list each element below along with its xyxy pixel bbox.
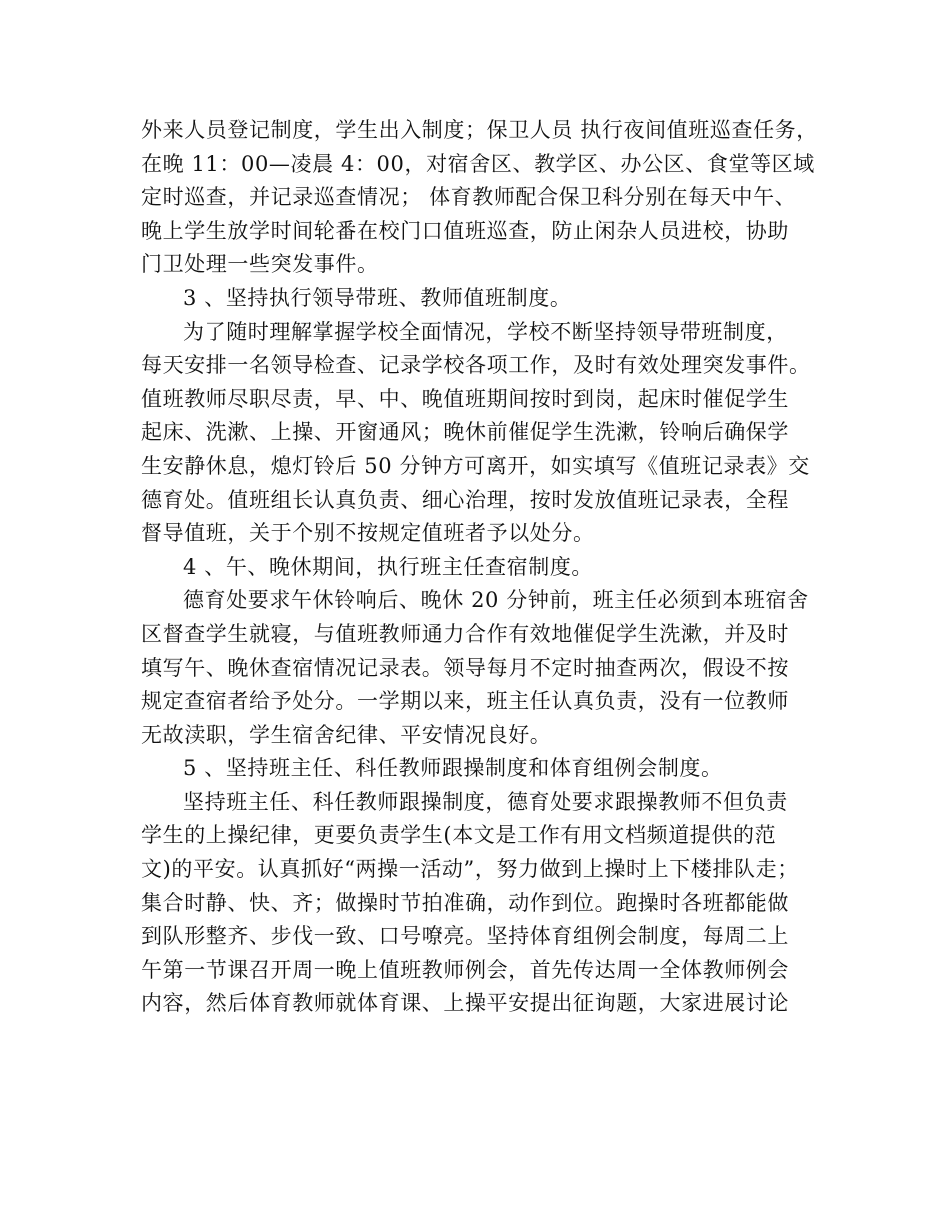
text-line: 4 、午、晚休期间，执行班主任查宿制度。 — [183, 554, 594, 579]
text-line: 外来人员登记制度，学生出入制度；保卫人员 执行夜间值班巡查任务， — [141, 118, 818, 142]
text-line: 督导值班，关于个别不按规定值班者予以处分。 — [141, 521, 595, 546]
text-line: 学生的上操纪律，更要负责学生(本文是工作有用文档频道提供的范 — [141, 823, 777, 848]
text-line: 值班教师尽职尽责，早、中、晚值班期间按时到岗，起床时催促学生 — [141, 386, 789, 411]
text-line: 门卫处理一些突发事件。 — [141, 252, 379, 277]
text-line: 内容，然后体育教师就体育课、上操平安提出征询题，大家进展讨论 — [141, 991, 789, 1016]
text-line: 德育处。值班组长认真负责、细心治理，按时发放值班记录表，全程 — [141, 487, 789, 512]
body-text — [141, 114, 821, 1021]
text-line: 3 、坚持执行领导带班、教师值班制度。 — [183, 285, 572, 310]
text-line: 为了随时理解掌握学校全面情况，学校不断坚持领导带班制度， — [183, 319, 788, 344]
text-line: 德育处要求午休铃响后、晚休 20 分钟前，班主任必须到本班宿舍 — [183, 588, 809, 613]
text-line: 晚上学生放学时间轮番在校门口值班巡查，防止闲杂人员进校，协助 — [141, 218, 789, 243]
text-line: 起床、洗漱、上操、开窗通风；晚休前催促学生洗漱，铃响后确保学 — [141, 420, 789, 445]
text-line: 无故渎职，学生宿舍纪律、平安情况良好。 — [141, 722, 552, 747]
text-line: 定时巡查，并记录巡查情况； 体育教师配合保卫科分别在每天中午、 — [141, 185, 797, 210]
text-line: 区督查学生就寝，与值班教师通力合作有效地催促学生洗漱，并及时 — [141, 621, 789, 646]
text-line: 午第一节课召开周一晚上值班教师例会，首先传达周一全体教师例会 — [141, 957, 789, 982]
text-line: 在晚 11：00—凌晨 4：00，对宿舍区、教学区、办公区、食堂等区域 — [141, 151, 815, 176]
text-line: 生安静休息，熄灯铃后 50 分钟方可离开，如实填写《值班记录表》交 — [141, 453, 810, 478]
text-line: 坚持班主任、科任教师跟操制度，德育处要求跟操教师不但负责 — [183, 789, 788, 814]
text-line: 文)的平安。认真抓好“两操一活动”，努力做到上操时上下楼排队走； — [141, 857, 799, 882]
text-line: 到队形整齐、步伐一致、口号嘹亮。坚持体育组例会制度，每周二上 — [141, 924, 789, 949]
text-line: 5 、坚持班主任、科任教师跟操制度和体育组例会制度。 — [183, 756, 723, 781]
text-line: 集合时静、快、齐；做操时节拍准确，动作到位。跑操时各班都能做 — [141, 890, 789, 915]
text-line: 规定查宿者给予处分。一学期以来，班主任认真负责，没有一位教师 — [141, 689, 789, 714]
text-line: 填写午、晚休查宿情况记录表。领导每月不定时抽查两次，假设不按 — [141, 655, 789, 680]
text-line: 每天安排一名领导检查、记录学校各项工作，及时有效处理突发事件。 — [141, 353, 811, 378]
